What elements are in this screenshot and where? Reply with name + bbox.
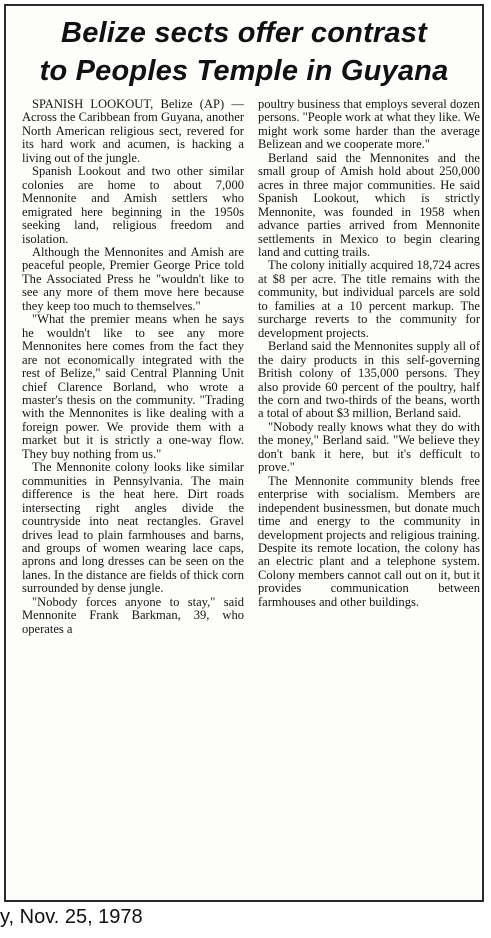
article-column-left [22, 98, 244, 636]
publication-date: y, Nov. 25, 1978 [0, 906, 143, 928]
article-paragraph: The colony initially acquired 18,724 acres at $8 per acre. The title remains with the community, but individual parcels are sold to families at a 10 percent markup. The surcharge reverts to the community for development projects. [258, 258, 480, 340]
article-paragraph: SPANISH LOOKOUT, Belize (AP) — Across the Caribbean from Guyana, another North American religious sect, revered for its hard work and acumen, is hacking a living out of the jungle. [22, 97, 244, 165]
article-paragraph: The Mennonite community blends free enterprise with socialism. Members are independent businessmen, but donate much time and energy to the community in development projects and religious training. Despite its remote location, the colony has an electric plant and a telephone system. Colony members cannot call out on it, but it provides communication between farmhouses and other buildings. [258, 473, 480, 609]
news-clipping [4, 4, 484, 902]
article-paragraph: "Nobody forces anyone to stay," said Mennonite Frank Barkman, 39, who operates a [22, 594, 244, 636]
article-paragraph: Berland said the Mennonites and the small group of Amish hold about 250,000 acres in three major communities. He said Spanish Lookout, which is strictly Mennonite, was founded in 1958 when advance parties arrived from Mennonite settlements in Mexico to begin clearing land and cutting trails. [258, 150, 480, 259]
headline-line-1: Belize sects offer contrast [61, 17, 427, 49]
article-paragraph: The Mennonite colony looks like similar communities in Pennsylvania. The main difference is the heat here. Dirt roads intersecting right angles divide the countryside into neat rectangles. Gravel drives lead to plain farmhouses and barns, and groups of women wearing lace caps, aprons and long dresses can be seen on the lanes. In the distance are fields of thick corn surrounded by dense jungle. [22, 460, 244, 596]
article-column-right [258, 98, 480, 609]
article-paragraph: poultry business that employs several dozen persons. "People work at what they like. We might work some harder than the average Belizean and we cooperate more." [258, 97, 480, 152]
article-paragraph: Berland said the Mennonites supply all of the dairy products in this self-governing British colony of 135,000 persons. They also provide 60 percent of the poultry, half the corn and two-thirds of the beans, worth a total of about $3 million, Berland said. [258, 339, 480, 421]
headline [6, 14, 482, 90]
article-paragraph: Spanish Lookout and two other similar colonies are home to about 7,000 Mennonite and Amish settlers who emigrated here beginning in the 1950s seeking land, religious freedom and isolation. [22, 164, 244, 246]
headline-line-2: to Peoples Temple in Guyana [39, 55, 449, 87]
article-paragraph: "What the premier means when he says he wouldn't like to see any more Mennonites here comes from the fact they are not economically integrated with the rest of Belize," said Central Planning Unit chief Clarence Borland, who wrote a master's thesis on the community. "Trading with the Mennonites is like dealing with a foreign power. We provide them with a market but it is strictly a one-way flow. They buy nothing from us." [22, 312, 244, 461]
article-paragraph: "Nobody really knows what they do with the money," Berland said. "We believe they don't bank it here, but it's defficult to prove." [258, 419, 480, 475]
article-paragraph: Although the Mennonites and Amish are peaceful people, Premier George Price told The Associated Press he "wouldn't like to see any more of them move here because they keep too much to themselves." [22, 244, 244, 313]
